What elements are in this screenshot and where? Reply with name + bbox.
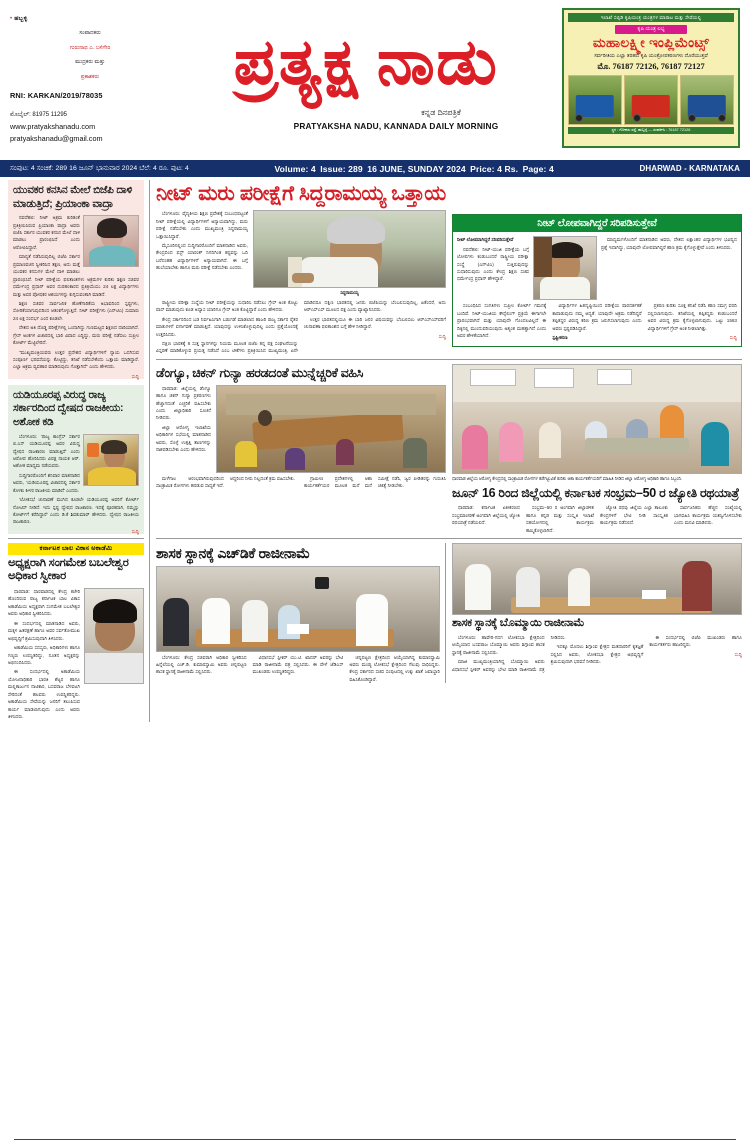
end-mark: ಸುದ್ದಿ	[131, 528, 139, 534]
bottom-stories-row	[156, 543, 742, 683]
main-content-area	[149, 180, 742, 722]
paragraph: ಮಳೆಗಾಲ ಆರಂಭವಾಗಿರುವುದರಿಂದ ಸಾಂಕ್ರಾಮಿಕ ರೋಗಗಳು ಹರಡುವ ಸಾಧ್ಯತೆ ಇದೆ. ಆದ್ದರಿಂದ ನೀರು ನಿಲ್ಲದಂತೆ ಕ್ರಮ ವಹಿಸಬೇಕು.	[156, 475, 296, 489]
story-ashok	[8, 385, 144, 534]
paragraph: ಉತ್ತರ ಭಾರತದಲ್ಲಿಯೂ ಈ ಬಾರಿ ಜನರ ವಿಷಯವನ್ನು ಬೆಂಬಲಿಸಲು ಆರ್‌ಎಸ್‌ಎಸ್‌ವರಿಗೆ ಚುನಾವಣಾ ಫಲಿತಾಂಶದ ಬಗ್ಗೆ ಹೇಳಿ ನೀಡಿದ್ದಾರೆ.	[304, 316, 446, 330]
sangamesh-babaleshwar-photo	[84, 588, 144, 684]
green-box-body	[453, 232, 741, 346]
akademi-band: ಕರ್ನಾಟಕ ಬಾಲ ವಿಕಾಸ ಅಕಾಡೆಮಿ	[8, 543, 144, 555]
paragraph: ಬೆಂಗಳೂರು: ಕೇಂದ್ರ ಸಚಿವರಾಗಿ ಅಧಿಕಾರ ಸ್ವೀಕರಿಸಿದ ಹಿನ್ನೆಲೆಯಲ್ಲಿ ಎಚ್.ಡಿ. ಕುಮಾರಸ್ವಾಮಿ ಅವರು ಚನ್ನಪಟ್ಟಣ ಶಾಸಕ ಸ್ಥಾನಕ್ಕೆ ರಾಜೀನಾಮೆ ಸಲ್ಲಿಸಿದರು.	[156, 654, 247, 675]
story-dengue-headline: ಡೆಂಗ್ಯೂ, ಚಿಕನ್ ಗುನ್ಯಾ ಹರಡದಂತೆ ಮುನ್ನೆಚ್ಚರಿಕೆ ವಹಿಸಿ	[156, 365, 364, 380]
rni-number: RNI: KARKAN/2019/78035	[10, 91, 103, 101]
edition-label: ಹಬ್ಬಳ್ಳಿ	[14, 16, 28, 22]
story-babaleshwar	[8, 543, 144, 723]
story-rathayatre-headline: ಜೂನ್ 16 ರಿಂದ ಜಿಲ್ಲೆಯಲ್ಲಿ ಕರ್ನಾಟಕ ಸಂಭ್ರಮ–50 ರ ಜ್ಯೋತಿ ರಥಯಾತ್ರೆ	[452, 485, 739, 500]
story-rathayatre	[452, 364, 742, 534]
paragraph: ಶಿಕ್ಷಣ ಸಚಿವರ ಸಾರ್ವಜನಿಕ ಹೊಣೆಗಾರಿಕೆಯ ಅಭಾವದಿಂದ ಸ್ಪಷ್ಟಗಳು, ಸೋರಿಕೆಯಾಗುವುದರಿಂದ ಆತಂಕಗೊಳ್ಳುತ್ತಿದೆ. ನೀಟ್ ಪರೀಕ್ಷೆಗಳು (ಎನ್‌ಟಿಎ) ಸುಮಾರು 24 ಲಕ್ಷ ಸಂದರ್ಭ ಎಂದ ಕೂಡಲೇ.	[13, 300, 139, 321]
paragraph: ನವದೆಹಲಿ: ನೀಟ್-ಯುಜಿ ಪರೀಕ್ಷೆಯ ಬಗ್ಗೆ ಲೋಪಗಳು ಕಂಡುಬಂದರೆ ರಾಷ್ಟ್ರೀಯ ಪರೀಕ್ಷಾ ಸಂಸ್ಥೆ (ಎನ್‌ಟಿಎ) ಸುತ್ತಿರುವುದನ್ನು ಸುಧಾರಿಸುವುದು ಎಂದು ಕೇಂದ್ರ ಶಿಕ್ಷಣ ಸಚಿವ ಧರ್ಮೇಂದ್ರ ಪ್ರಧಾನ್ ಹೇಳಿದ್ದಾರೆ.	[457, 246, 529, 282]
story-neet-green-box	[452, 210, 742, 355]
story-dengue-col1	[156, 385, 211, 473]
paragraph: 'ಲೋಕಸಭೆ ಚುನಾವಣೆ ಮುಗಿದ ಕೂಡಲೇ ಯಡಿಯೂರಪ್ಪ ಅವರಿಗೆ ಕೋರ್ಟ್ ನೋಟಿಸ್ ನೀಡಿದೆ. ಇದು ಸ್ಪಷ್ಟ ದ್ವೇಷದ ರಾಜಕಾರಣ. ಇದಕ್ಕೆ ಪೂರಕವಾಗಿ, ನಮ್ಮನ್ನು ಕೋರ್ಟ್‌ಗೆ ಕರೆದಿದ್ದಾರೆ' ಎಂದು ಡಿ.ಕೆ ಶಿವಕುಮಾರ್ ಹೇಳಿದರು. ದ್ವೇಷದ ರಾಜಕೀಯ ರಾಜಕಾರಣ.	[13, 497, 139, 525]
divider	[156, 359, 742, 360]
paragraph: ವಿಧಾನಸಭೆ ಸ್ಪೀಕರ್ ಯು.ಟಿ. ಖಾದರ್ ಅವರನ್ನು ಭೇಟಿ ಮಾಡಿ ರಾಜೀನಾಮೆ ಪತ್ರ ಸಲ್ಲಿಸಿದರು. ಈ ವೇಳೆ ಜೆಡಿಎಸ್ ಮುಖಂಡರು ಉಪಸ್ಥಿತರಿದ್ದರು.	[252, 654, 344, 675]
issue-date: 16 JUNE, SUNDAY 2024	[367, 163, 466, 174]
printer-label: ಮುದ್ರಕರು ಮತ್ತು	[75, 59, 105, 66]
ad-box[interactable]	[562, 8, 740, 148]
story-siddaramaiah	[156, 210, 446, 355]
basavaraj-bommai-resignation-photo	[452, 543, 742, 615]
siddaramaiah-photo	[253, 210, 446, 288]
paragraph: ಸಾರ್ವಜನಿಕರು ಹೆಚ್ಚಿನ ಸಂಖ್ಯೆಯಲ್ಲಿ ಭಾಗವಹಿಸಿ ಕಾರ್ಯಕ್ರಮ ಯಶಸ್ವಿಗೊಳಿಸಬೇಕು ಎಂದು ಮನವಿ ಮಾಡಿದರು.	[674, 505, 742, 526]
masthead-contact	[10, 110, 170, 146]
page-count: Page: 4	[522, 163, 554, 174]
left-column	[8, 180, 144, 722]
paragraph: ದಕ್ಷಿಣ ಭಾರತಕ್ಕೆ 8 ಸುತ್ತ ಸ್ಥಾನಗಳನ್ನು ನಿಯಮ ಮೂಲಕ ಬಿಜೆಪಿ ತನ್ನ ಪಕ್ಷ ಸಂಘಟನೆಯನ್ನು ವಿಸ್ತರಣೆ ಮಾಡಿಕೊಳ್ಳುವ ಪ್ರಯತ್ನ ನಡೆಸಿದೆ ಎಂಬ ಟೀಕೆಗಳು ಪ್ರತಿಕ್ರಿಯಿಸಿದ ಮುಖ್ಯಮಂತ್ರಿ, ಏನೇ ಮಾಡಿದರೂ ದಕ್ಷಿಣ ಭಾರತದಲ್ಲಿ ಜನರು ಬಿಜೆಪಿಯನ್ನು ಬೆಂಬಲಿಸುವುದಿಲ್ಲ, ಏಕೆಂದರೆ, ಅದು ಆರ್‌ಎಸ್‌ಎಸ್ ಮೂಲದ ಪಕ್ಷ ಎಂದು ವ್ಯಾಖ್ಯಾನಿಸಿದರು.	[156, 299, 446, 354]
story-siddaramaiah-col1	[156, 210, 248, 297]
paragraph: ಧಾರವಾಡ: ಕರ್ನಾಟಕ ಏಕೀಕರಣದ ಸಂಭ್ರಮಾಚರಣೆ ಅಂಗವಾಗಿ ಜಿಲ್ಲೆಯಲ್ಲಿ ಜ್ಯೋತಿ ರಥಯಾತ್ರೆ ನಡೆಯಲಿದೆ.	[452, 505, 520, 526]
paragraph: ಮಾಧ್ಯಮಗಳೊಂದಿಗೆ ಮಾತನಾಡಿದ ಅವರು, ದೇಶದ ಲಕ್ಷಾಂತರ ವಿದ್ಯಾರ್ಥಿಗಳ ಭವಿಷ್ಯದ ಪ್ರಶ್ನೆ ಇದಾಗಿದ್ದು, ಯಾವುದೇ ಲೋಪವಾಗಿದ್ದರೆ ಕಠಿಣ ಕ್ರಮ ಕೈಗೊಳ್ಳುತ್ತೇವೆ ಎಂದು ತಿಳಿಸಿದರು.	[601, 237, 737, 250]
trailer-image	[680, 75, 734, 125]
ad-footer: ಸ್ಥಳ : ಗೋಕುಲ ರಸ್ತೆ, ಹುಬ್ಬಳ್ಳಿ — ಸಂಪರ್ಕಿಸಿ : 76187 72126	[568, 127, 734, 134]
sub-note-text: ಪ್ರಕರಣ ಕುರಿತು ಸೂಕ್ತ ತನಿಖೆ ನಡೆಸಿ ಕಠಿಣ ಸಮಗ್ರ ವರದಿ ಸಲ್ಲಿಸಲಾಗುವುದು. ತನಿಖೆಯಲ್ಲಿ ತಪ್ಪಿತಸ್ಥರು ಕಂಡುಬಂದರೆ ಅವರ ವಿರುದ್ಧ ಕ್ರಮ ಕೈಗೊಳ್ಳಲಾಗುವುದು. ಒಟ್ಟು 1563 ವಿದ್ಯಾರ್ಥಿಗಳಿಗೆ ಗ್ರೇಸ್ ಅಂಕ ನೀಡಲಾಗಿತ್ತು.	[647, 303, 737, 331]
priyanka-gandhi-photo	[83, 215, 139, 267]
paragraph: ಗ್ರಾಮೀಣ ಪ್ರದೇಶಗಳಲ್ಲಿ ಆಶಾ ಕಾರ್ಯಕರ್ತೆಯರ ಮೂಲಕ ಮನೆ ಮನೆ ಸಮೀಕ್ಷೆ ನಡೆಸಿ, ಜ್ವರ ಪೀಡಿತರನ್ನು ಗುರುತಿಸಿ ಚಿಕಿತ್ಸೆ ನೀಡಬೇಕು.	[304, 475, 446, 489]
issue-info-kannada: ಸಂಪುಟ: 4 ಸಂಚಿಕೆ: 289 16 ಜೂನ್ ಭಾನುವಾರ 2024 ಬೆಲೆ: 4 ರೂ. ಪುಟ: 4	[10, 164, 189, 172]
masthead-left-info	[10, 8, 170, 160]
green-box-col3	[601, 236, 737, 300]
paragraph: ಇದಕ್ಕೂ ಮೊದಲು ಶಿಗ್ಗಾಂವ ಕ್ಷೇತ್ರದ ಮತದಾರರಿಗೆ ಕೃತಜ್ಞತೆ ಸಲ್ಲಿಸಿದ ಅವರು, ಲೋಕಸಭಾ ಕ್ಷೇತ್ರದ ಅಭಿವೃದ್ಧಿಗೆ ಶ್ರಮಿಸುವುದಾಗಿ ಭರವಸೆ ನೀಡಿದರು.	[550, 644, 644, 665]
story-babaleshwar-body	[8, 588, 80, 722]
ad-pink-label: ಕೃಷಿ ಯಂತ್ರ ಲಭ್ಯ	[615, 25, 687, 34]
phone-number: ಮೊಬೈಲ್: 81975 11295	[10, 112, 68, 119]
edition-bullet: • ಹಬ್ಬಳ್ಳಿ	[10, 16, 28, 22]
end-mark: ಸುದ್ದಿ	[734, 651, 742, 657]
website-url[interactable]: www.pratyakshanadu.com	[10, 121, 96, 131]
paragraph: ಚನ್ನಪಟ್ಟಣ ಕ್ಷೇತ್ರದಿಂದ ಆಯ್ಕೆಯಾಗಿದ್ದ ಕುಮಾರಸ್ವಾಮಿ ಅವರು ಮಂಡ್ಯ ಲೋಕಸಭೆ ಕ್ಷೇತ್ರದಿಂದ ಗೆಲುವು ಸಾಧಿಸಿದ್ದರು. ಕೇಂದ್ರ ಸರ್ಕಾರದ ಸಚಿವ ಸಂಪುಟದಲ್ಲಿ ಉಕ್ಕು ಖಾತೆ ಜವಾಬ್ದಾರಿ ವಹಿಸಿಕೊಂಡಿದ್ದಾರೆ.	[349, 654, 440, 682]
paragraph: ಮೈಸೂರಿನಲ್ಲಿಂದ ಸುದ್ದಿಗಾರರೊಂದಿಗೆ ಮಾತನಾಡಿದ ಅವರು, ಕೇಂದ್ರದಿಂದ ಫಸ್ಟ್ ಯಾರಂತ್ ನಿಗದಿಗಿಂತ ಕಷ್ಟವನ್ನು ಒದಿ ಬರೆದಂತಹ ವಿದ್ಯಾರ್ಥಿಗಳಿಗೆ ಅನ್ಯಾಯವಾಗಿದೆ. ಈ ಬಗ್ಗೆ ಹುಬೆಯಾಬೇಕು ಹಾಗೂ ಮರು ಪರೀಕ್ಷೆ ನಡೆಸಬೇಕು ಎಂದರು.	[156, 242, 248, 271]
paragraph: ಈ ಸಂದರ್ಭದಲ್ಲಿ ಮಾತನಾಡಿದ ಅವರು, ಮಕ್ಕಳ ಹಿತರಕ್ಷಣೆ ಹಾಗೂ ಅವರ ಸರ್ವತೋಮುಖ ಅಭಿವೃದ್ಧಿಗೆ ಶ್ರಮಿಸುವುದಾಗಿ ತಿಳಿಸಿದರು.	[8, 620, 80, 641]
green-box-banner: ನೀಟ್ ಲೋಪವಾಗಿದ್ದರೆ ಸರಿಪಡಿಸುತ್ತೇವೆ	[453, 215, 741, 232]
paragraph: ಸಂಭ್ರಮ–50 ರ ಅಂಗವಾಗಿ ಜಿಲ್ಲಾಡಳಿತ ಹಾಗೂ ಕನ್ನಡ ಮತ್ತು ಸಂಸ್ಕೃತಿ ಇಲಾಖೆ ಸಹಯೋಗದಲ್ಲಿ ಕಾರ್ಯಕ್ರಮ ಹಮ್ಮಿಕೊಳ್ಳಲಾಗಿದೆ.	[526, 505, 594, 533]
story-siddaramaiah-body	[156, 299, 446, 355]
divider	[8, 538, 144, 539]
green-box-col1	[457, 236, 529, 300]
dharmendra-pradhan-photo	[533, 236, 597, 300]
tagline-kannada: ಕನ್ನಡ ದಿನಪತ್ರಿಕೆ	[421, 108, 461, 118]
paragraph: ವಿದ್ಯಾರ್ಥಿಗಳ ಹಿತದೃಷ್ಟಿಯಿಂದ ಪರೀಕ್ಷೆಯ ಪಾರದರ್ಶಕತೆ ಕಾಪಾಡುವುದು ನಮ್ಮ ಆದ್ಯತೆ. ಯಾವುದೇ ಅಕ್ರಮ ನಡೆದಿದ್ದರೆ ತಪ್ಪಿತಸ್ಥರ ವಿರುದ್ಧ ಕಠಿಣ ಕ್ರಮ ಜರುಗಿಸಲಾಗುವುದು ಎಂದು ಅವರು ಸ್ಪಷ್ಟಪಡಿಸಿದ್ದಾರೆ.	[552, 303, 642, 331]
story-ashok-headline: ಯಡಿಯೂರಪ್ಪ ವಿರುದ್ಧ ರಾಜ್ಯ ಸರ್ಕಾರದಿಂದ ದ್ವೇಷದ ರಾಜಕೀಯ: ಅಶೋಕ ಕಡಿ	[13, 389, 124, 429]
paragraph: ಬೆಂಗಳೂರು: 'ರಾಜ್ಯ ಕಾಂಗ್ರೆಸ್ ಸರ್ಕಾರ ಬಿ.ಎಸ್ ಯಡಿಯೂರಪ್ಪ ಅವರ ವಿರುದ್ಧ ದ್ವೇಷದ ರಾಜಕಾರಣ ಮಾಡುತ್ತಿದೆ' ಎಂದು ಆರೋಪ ಹೊರಿಸಿದರು ವಿಪಕ್ಷ ನಾಯಕ ಆರ್. ಅಶೋಕ ಮಾಧ್ಯಮ ನಡೆಯವರು.	[13, 433, 80, 469]
mid-stories-row	[156, 364, 742, 534]
story-priyanka-headline: ಯುವಕರ ಕನಸಿನ ಮೇಲೆ ಬಿಜೆಪಿ ದಾಳಿ ಮಾಡುತ್ತಿದೆ; ಪ್ರಿಯಾಂಕಾ ವಾದ್ರಾ	[13, 185, 133, 210]
story-hdk-body	[156, 654, 440, 684]
sub-note-heading: ಸ್ಪಷ್ಟೀಕರಣ	[552, 334, 568, 340]
page-bottom-rule	[14, 1139, 736, 1140]
edition-location: DHARWAD - KARNATAKA	[639, 164, 740, 173]
page-body	[0, 177, 750, 722]
divider	[156, 538, 742, 539]
top-stories-row	[156, 210, 742, 355]
plough-image	[568, 75, 622, 125]
story-priyanka	[8, 180, 144, 379]
story-dengue-body	[156, 475, 446, 490]
editor-name: ಗುರುನಾಥ ಎ. ಬಳಿಗೇರ	[69, 44, 111, 51]
masthead-advertisement[interactable]	[562, 8, 740, 160]
bommai-caption: ಶಾಸಕ ಸ್ಥಾನಕ್ಕೆ ಬೊಮ್ಮಾಯಿ ರಾಜೀನಾಮೆ	[452, 617, 585, 630]
paragraph: ಸಂಬಂಧಿಸಿದ ಸಂಗತಿಗಳು ಸುಪ್ರೀಂ ಕೋರ್ಟ್ ಗಮನಕ್ಕೆ ಬಂದಿವೆ. ನೀಟ್-ಯುಜಿಯ ಕೌನ್ಸೆಲಿಂಗ್ ಪ್ರಕ್ರಿಯೆ ಈಗಾಗಲೇ ಪ್ರಾರಂಭವಾಗಿದೆ ಮತ್ತು ಯಾವುದೇ ಗೊಂದಲವಿಲ್ಲದೆ ಈ ದಿಕ್ಕಿನಲ್ಲಿ ಮುಂದುವರಿಯುವುದು ಅತ್ಯಂತ ಮಹತ್ವಾಗಿದೆ ಎಂದು ಅವರ ಹೇಳಿಕೆಯಾಗಿದೆ.	[457, 303, 547, 338]
ad-product-images	[568, 75, 734, 125]
ad-description: ಸರ್ವರೀತಿಯ ಎಲ್ಲಾ ತರಹದ ಕೃಷಿ ಯಂತ್ರೋಪಕರಣಗಳು ದೊರೆಯುತ್ತವೆ	[594, 52, 708, 59]
paragraph: ಈ ಸಂದರ್ಭದಲ್ಲಿ ಅಕಾಡೆಮಿಯ ಯೋಜನಾಧಿಕಾರಿ ಭಾರತಿ ಶೆಟ್ಟರ ಹಾಗೂ ಮಲ್ಲಿಕಾರ್ಜುನ ನಾಟಿಕಾರ, ಬಸವರಾಜ ಬೆಳವಟಗಿ ಸೇರಿದಂತೆ ಹಲವರು ಉಪಸ್ಥಿತರಿದ್ದರು. ಅಕಾಡೆಮಿಯ ಸೇವೆಯನ್ನು ಜನರಿಗೆ ತಲುಪಿಸುವ ಕಾರ್ಯ ಮಾಡಲಾಗುವುದು ಎಂದು ಅವರು ತಿಳಿಸಿದರು.	[8, 669, 80, 720]
ad-top-banner: ಇಲಾಖೆ ಸಬ್ಸಿಡಿ ಕೃಷಿಯಂತ್ರ ಯಂತ್ರಗಳ ಮಾರಾಟ ಮತ್ತು ಸೇವೆಯಲ್ಲಿ	[568, 13, 734, 22]
paragraph: ಅಕಾಡೆಮಿಯ ಸದಸ್ಯರು, ಅಧಿಕಾರಿಗಳು ಹಾಗೂ ಗಣ್ಯರು ಉಪಸ್ಥಿತರಿದ್ದು, ನೂತನ ಅಧ್ಯಕ್ಷರನ್ನು ಅಭಿನಂದಿಸಿದರು.	[8, 645, 80, 665]
paragraph: ಧಾರವಾಡ: ಧಾರವಾಡದಲ್ಲಿ ಕೇಂದ್ರ ಕಚೇರಿ ಹೊಂದಿರುವ ರಾಜ್ಯ ಕರ್ನಾಟಕ ಬಾಲ ವಿಕಾಸ ಅಕಾಡೆಮಿಯ ಅಧ್ಯಕ್ಷರಾಗಿ ಸಂಗಮೇಶ ಬಬಲೇಶ್ವರ ಅವರು ಅಧಿಕಾರ ಸ್ವೀಕರಿಸಿದರು.	[8, 589, 80, 617]
story-dengue	[156, 364, 446, 534]
volume-label: Volume: 4	[274, 163, 316, 174]
story-bommai-body	[452, 634, 742, 673]
green-box	[452, 214, 742, 347]
ad-company-name: ಮಹಾಲಕ್ಷ್ಮೀ ಇಂಪ್ಲಿಮೆಂಟ್ಸ್	[592, 35, 710, 50]
story-hdk-headline: ಶಾಸಕ ಸ್ಥಾನಕ್ಕೆ ಎಚ್‌ಡಿಕೆ ರಾಜೀನಾಮೆ	[156, 545, 310, 562]
paragraph: ಬೆಂಗಳೂರು: ವೈದ್ಯಕೀಯ ಶಿಕ್ಷಣ ಪ್ರವೇಶಕ್ಕೆ ಸಂಬಂಧಪಟ್ಟಂತೆ ನೀಟ್ ಪರೀಕ್ಷೆಯಲ್ಲಿ ವಿದ್ಯಾರ್ಥಿಗಳಿಗೆ ಅನ್ಯಾಯವಾಗಿದ್ದು, ಮರು ಪರೀಕ್ಷೆ ನಡೆಸಬೇಕು ಎಂದು ಮುಖ್ಯಮಂತ್ರಿ ಸಿದ್ದರಾಮಯ್ಯ ಒತ್ತಾಯಿಸಿದ್ದಾರೆ.	[156, 211, 248, 239]
paragraph: ಬೆಂಗಳೂರು: ಹಾವೇರಿ-ಗದಗ ಲೋಕಸಭಾ ಕ್ಷೇತ್ರದಿಂದ ಆಯ್ಕೆಯಾದ ಬಸವರಾಜ ಬೊಮ್ಮಾಯಿ ಅವರು ಶಿಗ್ಗಾಂವ ಶಾಸಕ ಸ್ಥಾನಕ್ಕೆ ರಾಜೀನಾಮೆ ಸಲ್ಲಿಸಿದರು.	[452, 635, 545, 655]
main-headline: ನೀಟ್ ಮರು ಪರೀಕ್ಷೆಗೆ ಸಿದ್ದರಾಮಯ್ಯ ಒತ್ತಾಯ	[156, 182, 446, 205]
masthead	[0, 0, 750, 160]
end-mark: ಸುದ್ದಿ	[438, 333, 446, 339]
paragraph: ಜಿಲ್ಲಾ ಆರೋಗ್ಯ ಇಲಾಖೆಯ ಅಧಿಕಾರಿಗಳ ಸಭೆಯಲ್ಲಿ ಮಾತನಾಡಿದ ಅವರು, ಸೊಳ್ಳೆ ಉತ್ಪತ್ತಿ ತಾಣಗಳನ್ನು ನಾಶಪಡಿಸಬೇಕು ಎಂದು ಹೇಳಿದರು.	[156, 424, 211, 453]
ashok-photo	[83, 434, 139, 486]
green-box-lower	[457, 302, 737, 342]
email-address[interactable]: pratyakshanadu@gmail.com	[10, 134, 103, 144]
story-hdk	[156, 543, 446, 683]
masthead-center	[170, 8, 562, 160]
end-mark: ಸುದ್ದಿ	[729, 334, 737, 340]
rotavator-image	[624, 75, 678, 125]
paragraph: ಕೇಂದ್ರ ಸರ್ಕಾರದಿಂದ ಬಡ ನಿರ್ವಹಿಸಿಗಾಗಿ ಬಡುಗಡೆ ಮಾಡಲಾದ ಹಾಜರಿ ರಾಜ್ಯ ಸರ್ಕಾರ ರೈತರ ಮಾತುಗಳಿಗೆ ವರ್ಗಾವಣೆ ಮಾಡುತ್ತಿದೆ. ಯಾವುದನ್ನು ಉಳಿಸಿಕೊಳ್ಳುವುದಿಲ್ಲ ಎಂದು ಪ್ರಶ್ನೆಯೊಂದಕ್ಕೆ ಉತ್ತರಿಸಿದರು.	[156, 316, 298, 337]
siddaramaiah-photo-caption: ಸಿದ್ದರಾಮಯ್ಯ	[340, 290, 359, 296]
paragraph: ಸುದ್ದಿಗಾರರೊಂದಿಗೆ ಶನಿವಾರ ಮಾತನಾಡಿದ ಅವರು, 'ಯಡಿಯೂರಪ್ಪ ವಿಚಾರದಲ್ಲಿ ಸರ್ಕಾರ ಕೊಳಕು ಕೀಳರ ರಾಜಕೀಯ ಮಾಡಿದೆ' ಎಂದರು.	[13, 472, 80, 493]
paragraph: ಜ್ಯೋತಿ ರಥವು ಜಿಲ್ಲೆಯ ಎಲ್ಲಾ ತಾಲೂಕು ಕೇಂದ್ರಗಳಿಗೆ ಭೇಟಿ ನೀಡಿ ಸಾಂಸ್ಕೃತಿಕ ಕಾರ್ಯಕ್ರಮ ನಡೆಸಲಿದೆ.	[600, 505, 668, 526]
paragraph: ಮಾಜಿ ಮುಖ್ಯಮಂತ್ರಿಯಾಗಿದ್ದ ಬೊಮ್ಮಾಯಿ ಅವರು ವಿಧಾನಸಭೆ ಸ್ಪೀಕರ್ ಅವರನ್ನು ಭೇಟಿ ಮಾಡಿ ರಾಜೀನಾಮೆ ಪತ್ರ ನೀಡಿದರು.	[452, 635, 566, 672]
paragraph: ನವದೆಹಲಿ: ನೀಟ್ ಅಕ್ರಮ ಕುರಿತಂತೆ ಪ್ರತಿಕ್ರಿಯಿಸಿರುವ ಪ್ರಿಯಾಂಕಾ ವಾದ್ರಾ ಅವರು ಬಿಜೆಪಿ ಸರ್ಕಾರ ಯುವಕರ ಕನಸಿನ ಮೇಲೆ ದಾಳಿ ಮಾಡಲು ಪ್ರಾರಂಭಿಸಿದೆ ಎಂದು ಆರೋಪಿಸಿದ್ದಾರೆ.	[13, 215, 80, 250]
paragraph: "ಮುಖ್ಯಮಂತ್ರಿಯವರು ಉತ್ತರ ಪ್ರದೇಶದ ವಿದ್ಯಾರ್ಥಿಗಳಿಗೆ ನ್ಯಾಯ ಒದಗಿಸುವ ಸಂಪೂರ್ಣ ಭರವಸೆಯನ್ನು ಕೊಟ್ಟಿದ್ದು, ತನಿಖೆ ನಡೆಸಬೇಕೆಂದು ಒತ್ತಾಯ ಮಾಡಿದ್ದಾರೆ. ಎಲ್ಲಾ ಅಕ್ರಮ ವ್ಯವಹಾರ ಮಾಡಿರುವುದು ಗೊತ್ತಾಗಿದೆ" ಎಂದು ಹೇಳಿದರು.	[13, 349, 139, 370]
end-mark: ಸುದ್ದಿ	[131, 373, 139, 379]
clinic-meeting-photo	[452, 364, 742, 474]
issue-info-bar	[0, 160, 750, 177]
story-rathayatre-body	[452, 504, 742, 534]
clinic-photo-caption: ಧಾರವಾಡ ಜಿಲ್ಲೆಯ ಆರೋಗ್ಯ ಕೇಂದ್ರದಲ್ಲಿ ಸಾಂಕ್ರಾಮಿಕ ರೋಗಗಳ ತಡೆಗಟ್ಟುವಿಕೆ ಕುರಿತು ಆಶಾ ಕಾರ್ಯಕರ್ತೆಯರಿಗೆ ಮಾಹಿತಿ ನೀಡಿದ ಜಿಲ್ಲಾ ಆರೋಗ್ಯ ಅಧಿಕಾರಿ ಹಾಗೂ ಸಿಬ್ಬಂದಿ.	[452, 475, 683, 481]
paragraph: ರಾಷ್ಟ್ರೀಯ ಪರೀಕ್ಷಾ ಸಂಸ್ಥೆಯ ನೀಟ್ ಪರೀಕ್ಷೆಯನ್ನು ಸುಧಾರಿಸಿ ನಡೆಸಲು ಗ್ರೇಸ್ ಅಂಕ ಕೊಟ್ಟು ಪಾಸ್ ಮಾಡುವುದು ಕೂಡ ಅಧ್ಯಾಸ ಯಾರಿಗೂ ಗ್ರೇಸ್ ಅಂಕ ಕೊಟ್ಟಿದ್ದಾರೆ ಎಂದು ಹೇಳಿದರು.	[156, 299, 298, 313]
paragraph: ಈ ಸಂದರ್ಭದಲ್ಲಿ ಬಿಜೆಪಿ ಮುಖಂಡರು ಹಾಗೂ ಕಾರ್ಯಕರ್ತರು ಹಾಜರಿದ್ದರು.	[649, 635, 742, 648]
publisher-label: ಪ್ರಕಾಶಕರು	[80, 73, 100, 80]
hd-kumaraswamy-resignation-photo	[156, 566, 440, 652]
paragraph: ನೀಟ್ ಲೋಪವಾಗಿದ್ದರೆ ಸರಿಪಡಿಸುತ್ತೇವೆ	[457, 237, 514, 243]
ad-phone-number: ಮೊ. 76187 72126, 76187 72127	[597, 61, 705, 71]
newspaper-logo: ಪ್ರತ್ಯಕ್ಷ ನಾಡು	[233, 27, 499, 97]
tagline-english: PRATYAKSHA NADU, KANNADA DAILY MORNING	[293, 121, 499, 132]
story-bommai	[452, 543, 742, 683]
meeting-hall-photo	[216, 385, 446, 473]
editor-label: ಸಂಪಾದಕರು	[79, 30, 101, 36]
paragraph: ಮಾನ್ಯತೆ ನಡೆಸಿರುವುದಿಲ್ಲ ಬಿಜೆಪಿ ಸರ್ಕಾರ ಪ್ರಮಾಣವಚನ ಸ್ವೀಕರಿಸಿದ ತಕ್ಷಣ, ಅದು ಮತ್ತೆ ಯುವಕರ ಕನಸುಗಳ ಮೇಲೆ ದಾಳಿ ಮಾಡಲು ಪ್ರಾರಂಭಿಸಿದೆ. ನೀಟ್ ಪರೀಕ್ಷೆಯ ಫಲಿತಾಂಶಗಳು ಅಕ್ರಮಗಳ ಕುರಿತು ಶಿಕ್ಷಣ ಸಚಿವರ ಧರ್ಮೇಂದ್ರ ಪ್ರಧಾನ್ ಅವರ ದುರಹಂಕಾರದ ಪ್ರತಿಕ್ರಿಯೆಯು 24 ಲಕ್ಷ ವಿದ್ಯಾರ್ಥಿಗಳು ಮತ್ತು ಅವರ ಪೋಷಕರ ಆಶಯಗಳನ್ನು ಕುಗ್ಗಿಸುವಂತಾಗಿ ಮಾಡಿದೆ.	[13, 254, 139, 297]
paragraph: ದೇಶದ ಅತಿ ದೊಡ್ಡ ಪರೀಕ್ಷೆಗಳಲ್ಲಿ ಒಂದಾಗಿದ್ದು ಗುಣಮಟ್ಟದ ಶಿಕ್ಷಣದ ದಾರಿಯಾಗಿದೆ. ಗ್ರೇಸ್ ಅಂಕಗಳ ವಿಚಾರದಲ್ಲಿ ಭಾರಿ ವಿವಾದ ಎದ್ದಿದ್ದು, ಮರು ಪರೀಕ್ಷೆ ನಡೆಸಲು ಸುಪ್ರೀಂ ಕೋರ್ಟ್ ಮೆಟ್ಟಿಲೇರಿದೆ.	[13, 325, 139, 346]
issue-price: Price: 4 Rs.	[470, 163, 519, 174]
issue-label: Issue: 289	[320, 163, 363, 174]
story-babaleshwar-headline: ಅಧ್ಯಕ್ಷರಾಗಿ ಸಂಗಮೇಶ ಬಬಲೇಶ್ವರ ಅಧಿಕಾರ ಸ್ವೀಕಾರ	[8, 556, 129, 583]
paragraph: ಧಾರವಾಡ: ಜಿಲ್ಲೆಯಲ್ಲಿ ಡೆಂಗ್ಯೂ ಹಾಗೂ ಚಿಕನ್ ಗುನ್ಯಾ ಪ್ರಕರಣಗಳು ಹೆಚ್ಚಾಗದಂತೆ ಎಚ್ಚರಿಕೆ ವಹಿಸಬೇಕು ಎಂದು ಜಿಲ್ಲಾಧಿಕಾರಿ ಸೂಚನೆ ನೀಡಿದರು.	[156, 385, 211, 421]
